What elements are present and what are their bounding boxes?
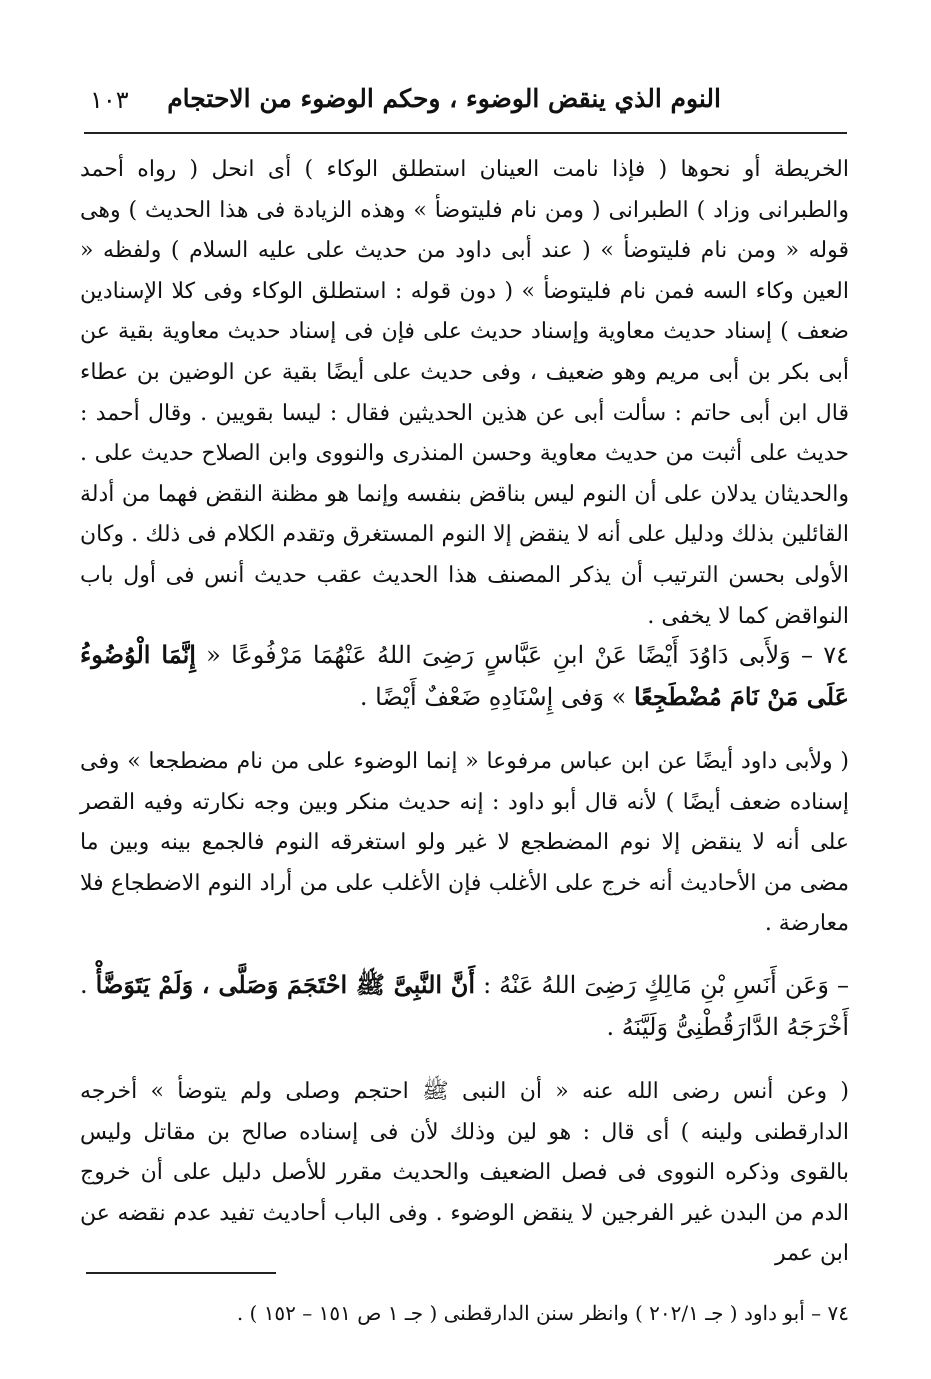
- hadith-74-matn: إِنَّمَا الْوُضُوءُ عَلَى مَنْ نَامَ مُضْطَجِعًا: [80, 640, 849, 711]
- page-number: ١٠٣: [90, 86, 129, 114]
- hadith-75-matn: أَنَّ النَّبِىَّ ﷺ احْتَجَمَ وَصَلَّى ، وَلَمْ يَتَوَضَّأْ: [95, 970, 476, 999]
- hadith-74-isnad: ٧٤ – وَلأَبى دَاوُدَ أَيْضًا عَنْ ابنِ عَبَّاسٍ رَضِىَ اللهُ عَنْهُمَا مَرْفُوعًا «: [206, 641, 849, 669]
- hadith-74-note: » وَفى إِسْنَادِهِ ضَعْفٌ أَيْضًا .: [359, 683, 627, 711]
- page-title: النوم الذي ينقض الوضوء ، وحكم الوضوء من الاحتجام: [167, 84, 721, 113]
- commentary-paragraph-3: ( وعن أنس رضى الله عنه « أن النبى ﷺ احتجم وصلى ولم يتوضأ » أخرجه الدارقطنى ولينه ) أى قال : هو لين وذلك لأن فى إسناده صالح بن مقاتل وليس بالقوى وذكره النووى فى فصل الضعيف والحديث مقرر للأصل دليل على أن خروج الدم من البدن غير الفرجين لا ينقض الوضوء . وفى الباب أحاديث تفيد عدم نقضه عن ابن عمر: [80, 1079, 849, 1267]
- hadith-74: [80, 634, 849, 718]
- footnote: ٧٤ – أبو داود ( جـ ٢٠٢/١ ) وانظر سنن الدارقطنى ( جـ ١ ص ١٥١ – ١٥٢ ) .: [236, 1301, 849, 1325]
- commentary-paragraph-1: الخريطة أو نحوها ( فإذا نامت العينان استطلق الوكاء ) أى انحل ( رواه أحمد والطبرانى وزاد ) الطبرانى ( ومن نام فليتوضأ » وهذه الزيادة فى هذا الحديث ) وهى قوله « ومن نام فليتوضأ » ( عند أبى داود من حديث على عليه السلام ) ولفظه « العين وكاء السه فمن نام فليتوضأ » ( دون قوله : استطلق الوكاء وفى كلا الإسنادين ضعف ) إسناد حديث معاوية وإسناد حديث على فإن فى إسناد حديث معاوية بقية عن أبى بكر بن أبى مريم وهو ضعيف ، وفى حديث على أيضًا بقية عن الوضين بن عطاء قال ابن أبى حاتم : سألت أبى عن هذين الحديثين فقال : ليسا بقويين . وقال أحمد : حديث على أثبت من حديث معاوية وحسن المنذرى والنووى وابن الصلاح حديث على . والحديثان يدلان على أن النوم ليس بناقض بنفسه وإنما هو مظنة النقض فهما من أدلة القائلين بذلك ودليل على أنه لا ينقض إلا النوم المستغرق وتقدم الكلام فى ذلك . وكان الأولى بحسن الترتيب أن يذكر المصنف هذا الحديث عقب حديث أنس فى أول باب النواقض كما لا يخفى .: [80, 157, 849, 629]
- hadith-75: [80, 964, 849, 1048]
- footnote-rule: [86, 1272, 276, 1274]
- page-header: [90, 78, 841, 122]
- hadith-75-isnad: – وَعَن أَنَسِ بْنِ مَالِكٍ رَضِىَ اللهُ عَنْهُ :: [483, 971, 849, 999]
- commentary-paragraph-2: ( ولأبى داود أيضًا عن ابن عباس مرفوعا « إنما الوضوء على من نام مضطجعا » وفى إسناده ضعف أيضًا ) لأنه قال أبو داود : إنه حديث منكر وبين وجه نكارته وفيه القصر على أنه لا ينقض إلا نوم المضطجع لا غير ولو استغرقه النوم فالجمع بينه وبين ما مضى من الأحاديث أنه خرج على الأغلب فإن الأغلب على من أراد النوم الاضطجاع فلا معارضة .: [80, 749, 849, 937]
- hadith-75-takhrij: . أَخْرَجَهُ الدَّارَقُطْنِىُّ وَلَيَّنَهُ .: [80, 971, 849, 1041]
- header-rule: [84, 132, 847, 134]
